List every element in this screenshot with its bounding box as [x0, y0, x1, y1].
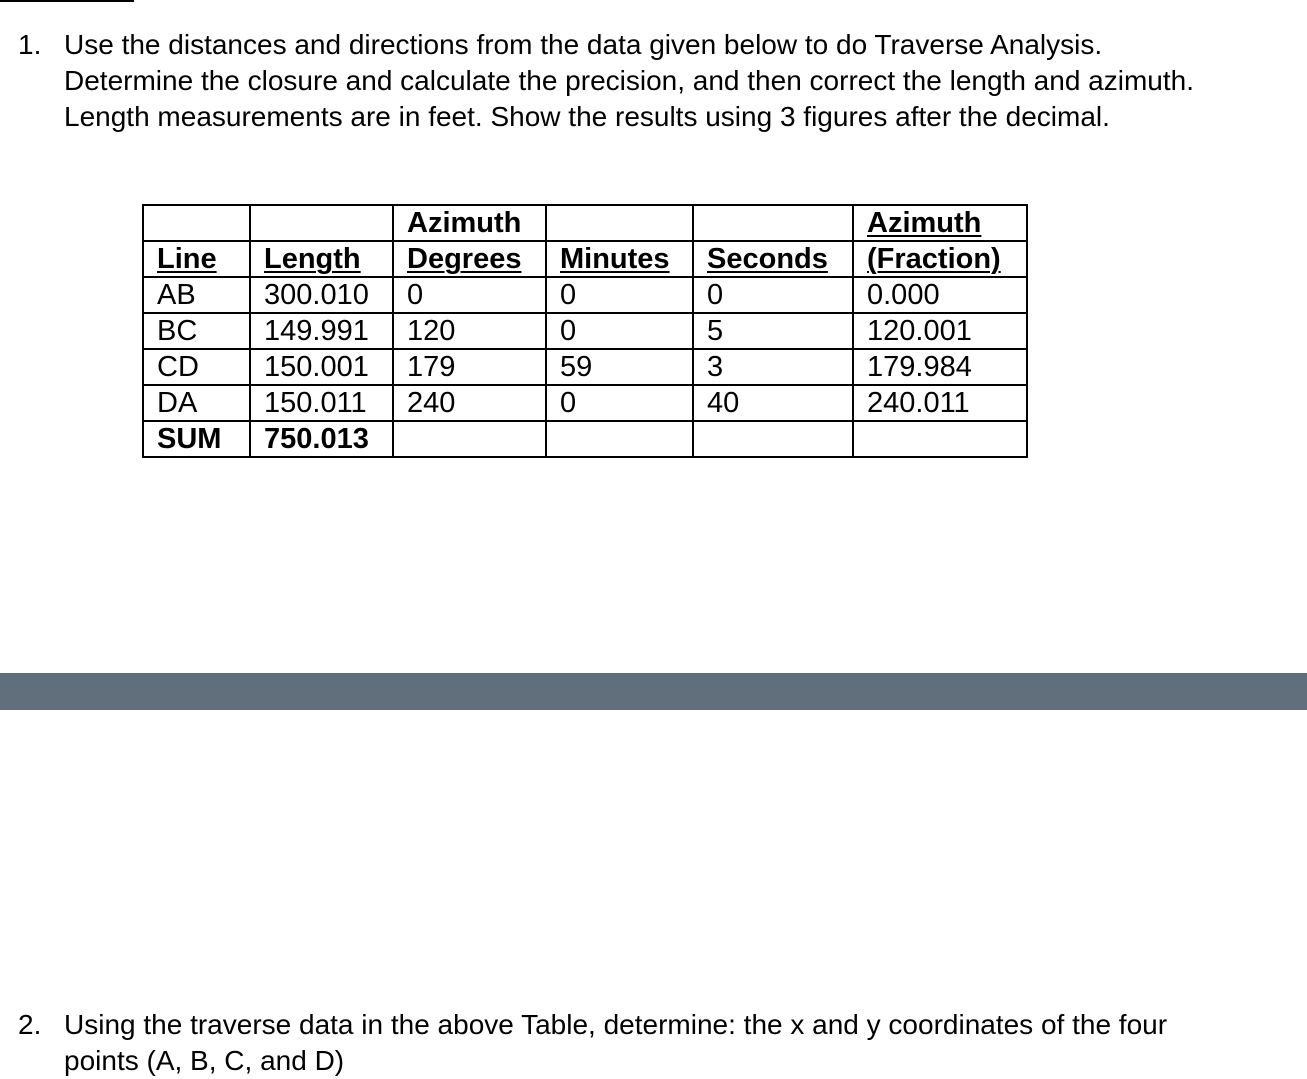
top-rule — [0, 0, 134, 2]
cell-degrees: 120 — [393, 313, 546, 349]
cell-line: CD — [143, 349, 250, 385]
table-header-row — [143, 241, 1027, 277]
cell-seconds: 5 — [693, 313, 853, 349]
cell-fraction: 179.984 — [853, 349, 1027, 385]
sum-empty-cell — [693, 421, 853, 457]
question-1-text: Use the distances and directions from the data given below to do Traverse Analysis. Determine the closure and calculate the precision, and then correct the length and azimuth. Length measurements are in feet. Show the results using 3 figures after the decimal. — [64, 29, 1194, 132]
table-row — [143, 313, 1027, 349]
sum-empty-cell — [393, 421, 546, 457]
question-2-number: 2. — [18, 1009, 42, 1040]
azimuth-fraction-group-header: Azimuth — [853, 205, 1027, 241]
column-header-seconds: Seconds — [693, 241, 853, 277]
cell-minutes: 59 — [546, 349, 693, 385]
sum-label: SUM — [143, 421, 250, 457]
table-sum-row — [143, 421, 1027, 457]
column-header-degrees: Degrees — [393, 241, 546, 277]
question-1 — [18, 27, 1218, 135]
header-empty-cell — [546, 205, 693, 241]
cell-degrees: 240 — [393, 385, 546, 421]
cell-minutes: 0 — [546, 277, 693, 313]
table-group-header-row — [143, 205, 1027, 241]
question-2-text: Using the traverse data in the above Table, determine: the x and y coordinates of the four points (A, B, C, and D) — [64, 1009, 1168, 1076]
cell-degrees: 179 — [393, 349, 546, 385]
cell-length: 150.011 — [250, 385, 393, 421]
cell-line: BC — [143, 313, 250, 349]
cell-seconds: 40 — [693, 385, 853, 421]
azimuth-group-header: Azimuth — [393, 205, 546, 241]
header-empty-cell — [143, 205, 250, 241]
sum-empty-cell — [546, 421, 693, 457]
sum-length: 750.013 — [250, 421, 393, 457]
cell-length: 149.991 — [250, 313, 393, 349]
cell-degrees: 0 — [393, 277, 546, 313]
cell-fraction: 120.001 — [853, 313, 1027, 349]
question-1-number: 1. — [18, 29, 42, 60]
column-header-length: Length — [250, 241, 393, 277]
cell-fraction: 0.000 — [853, 277, 1027, 313]
column-header-line: Line — [143, 241, 250, 277]
cell-length: 150.001 — [250, 349, 393, 385]
sum-empty-cell — [853, 421, 1027, 457]
column-header-fraction: (Fraction) — [853, 241, 1027, 277]
cell-seconds: 3 — [693, 349, 853, 385]
header-empty-cell — [250, 205, 393, 241]
cell-seconds: 0 — [693, 277, 853, 313]
cell-line: DA — [143, 385, 250, 421]
cell-minutes: 0 — [546, 385, 693, 421]
cell-minutes: 0 — [546, 313, 693, 349]
question-2 — [18, 1007, 1238, 1079]
cell-line: AB — [143, 277, 250, 313]
table-row — [143, 385, 1027, 421]
table-row — [143, 277, 1027, 313]
table-row — [143, 349, 1027, 385]
cell-length: 300.010 — [250, 277, 393, 313]
cell-fraction: 240.011 — [853, 385, 1027, 421]
section-divider-band — [0, 673, 1307, 710]
header-empty-cell — [693, 205, 853, 241]
traverse-table — [142, 204, 1028, 458]
column-header-minutes: Minutes — [546, 241, 693, 277]
